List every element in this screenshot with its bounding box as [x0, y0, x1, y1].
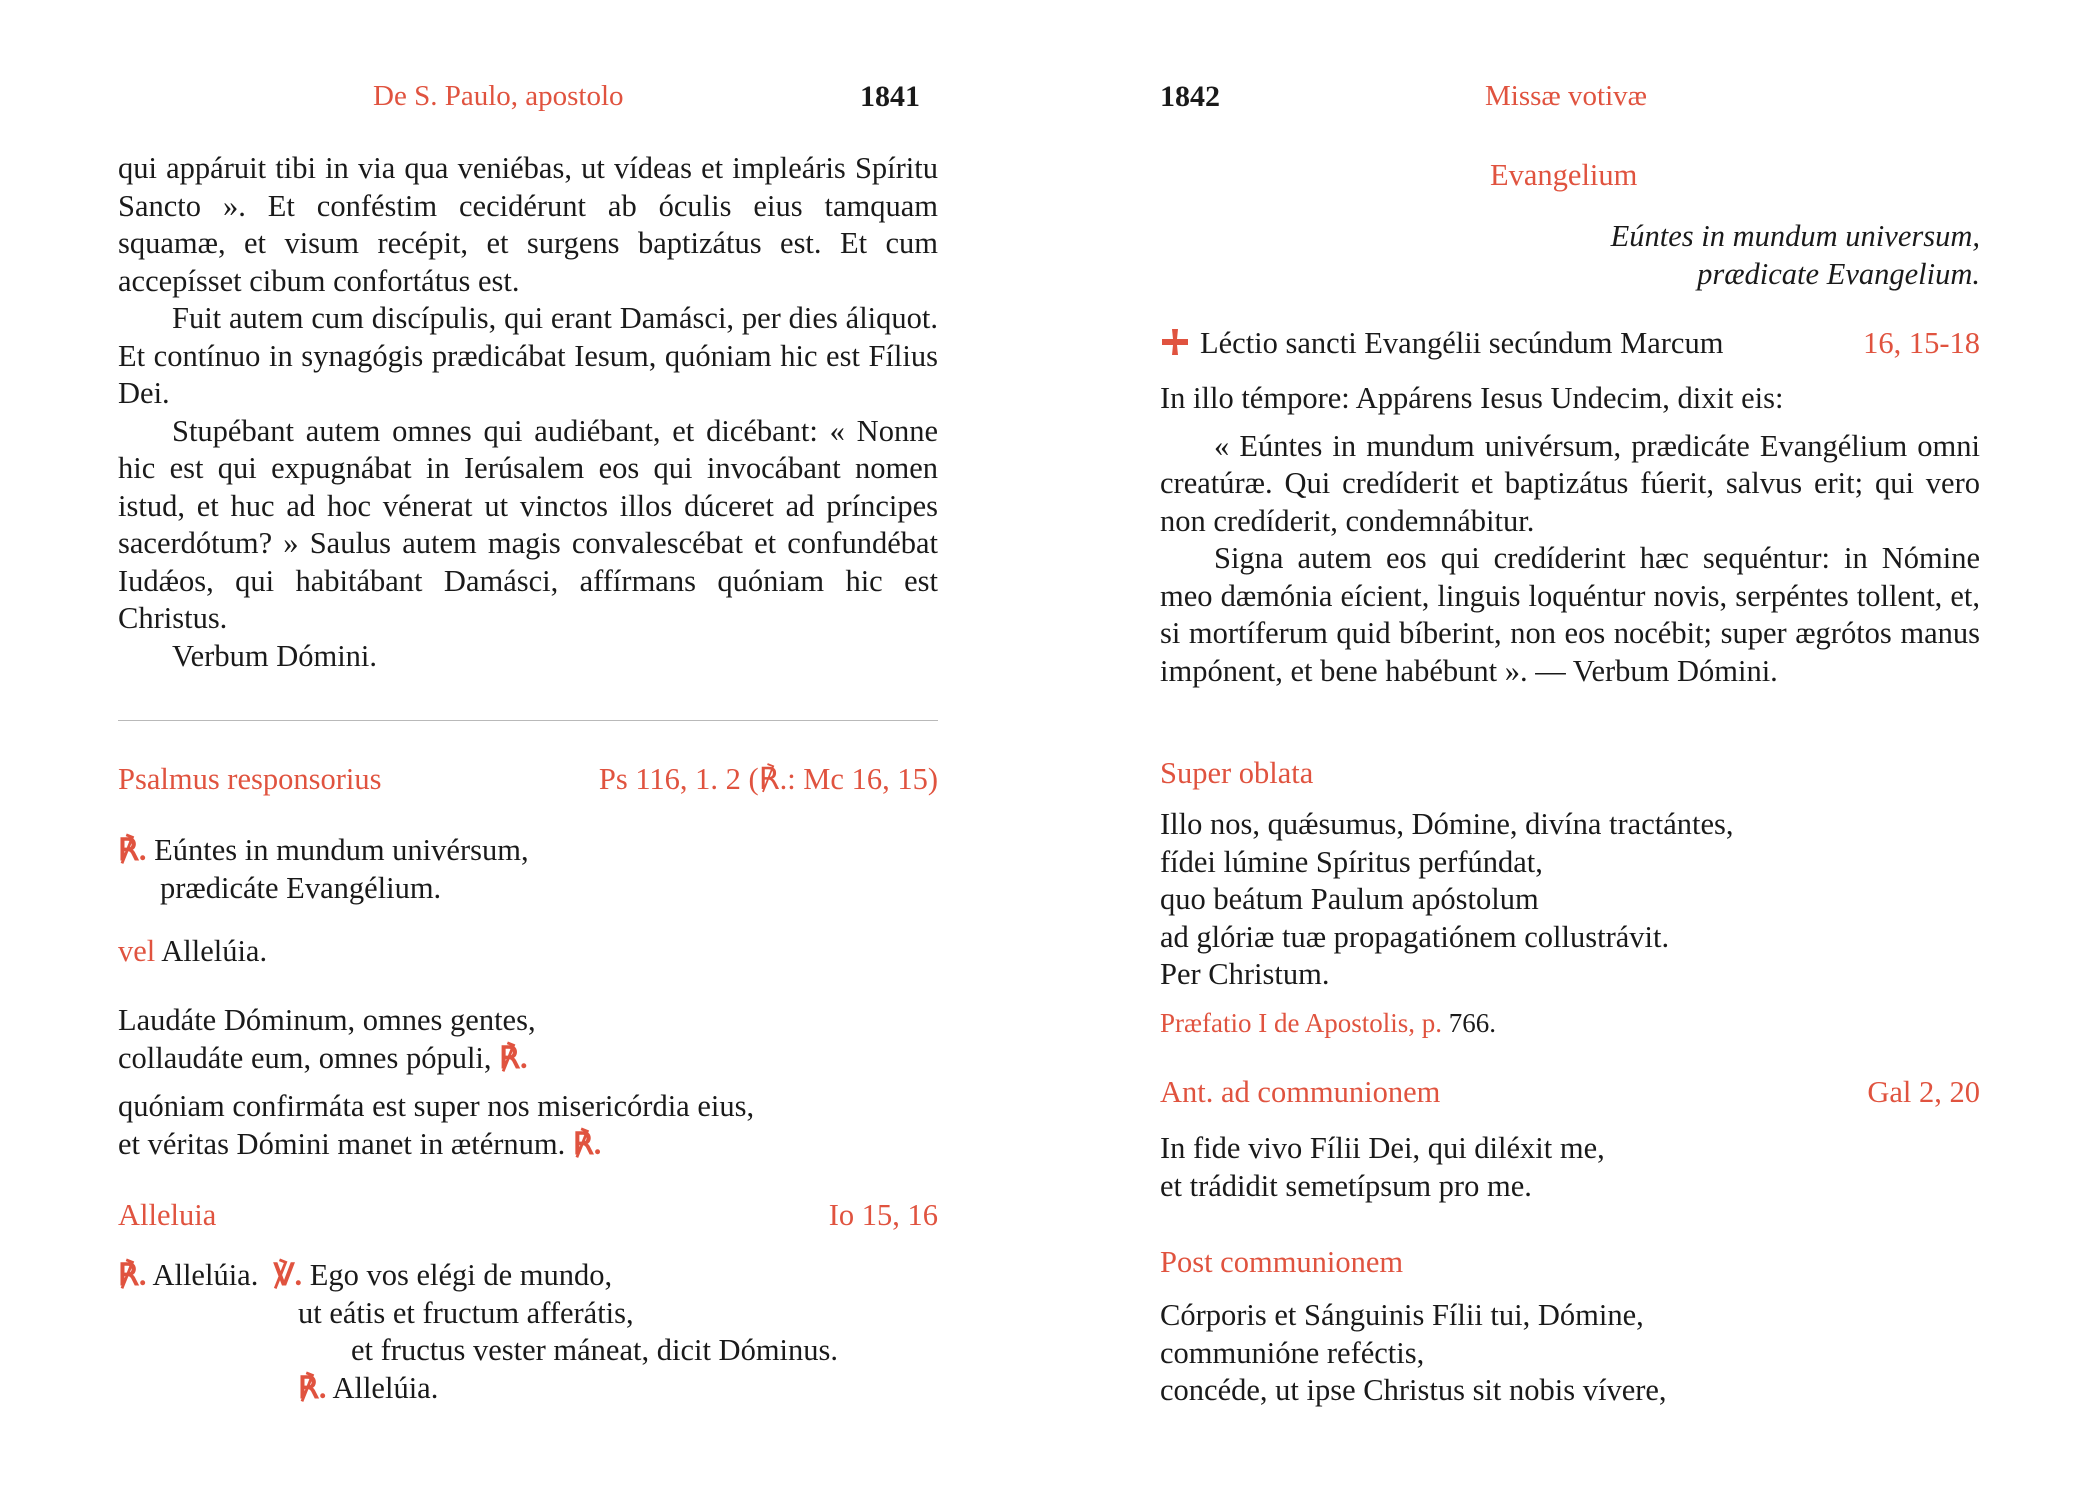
- prayer-line: Illo nos, quǽsumus, Dómine, divína tractántes,: [1160, 807, 1734, 841]
- prayer-line: concéde, ut ipse Christus sit nobis vívere,: [1160, 1373, 1667, 1407]
- psalm-stanza-1: [118, 1002, 938, 1077]
- gospel-intro: In illo témpore: Appárens Iesus Undecim, dixit eis:: [1160, 381, 1784, 415]
- verse-icon: ℣.: [273, 1258, 303, 1292]
- page-number: 1841: [860, 80, 920, 113]
- gospel-paragraph: Signa autem eos qui credíderint hæc sequéntur: in Nómine meo dæmónia eícient, linguis loquéntur novis, serpéntes tollent, et, si mortíferum quid bíberint, non eos nocébit; super ægrótos manus impónent, et bene habébunt ». — Verbum Dómini.: [1160, 541, 1980, 688]
- psalm-stanza-2: [118, 1088, 938, 1163]
- preface-page: 766.: [1448, 1008, 1496, 1038]
- preface-reference: [1160, 1008, 1980, 1039]
- response-text-2: prædicáte Evangélium.: [160, 870, 442, 905]
- alleluia-verse-line: Ego vos elégi de mundo,: [309, 1258, 613, 1292]
- psalm-heading: Psalmus responsorius: [118, 762, 382, 796]
- left-page-header: [118, 80, 938, 120]
- response-text: Eúntes in mundum univérsum,: [154, 833, 529, 867]
- psalm-reference: Ps 116, 1. 2 (℟.: Mc 16, 15): [598, 762, 938, 796]
- prayer-line: quo beátum Paulum apóstolum: [1160, 882, 1539, 916]
- section-divider: [118, 720, 938, 721]
- prayer-line: Córporis et Sánguinis Fílii tui, Dómine,: [1160, 1298, 1644, 1332]
- post-communion-prayer: [1160, 1297, 1980, 1410]
- prayer-line: ad glóriæ tuæ propagatiónem collustrávit.: [1160, 919, 1670, 954]
- stanza-line: collaudáte eum, omnes pópuli,: [118, 1040, 492, 1075]
- alleluia-heading: Alleluia: [118, 1198, 217, 1232]
- post-communion-heading: Post communionem: [1160, 1245, 1404, 1279]
- communion-heading-row: [1160, 1075, 1980, 1110]
- gospel-heading: Evangelium: [1490, 158, 1638, 192]
- alleluia-heading-row: [118, 1198, 938, 1233]
- psalm-response: [118, 832, 938, 907]
- reading-close: Verbum Dómini.: [172, 638, 378, 673]
- stanza-line: Laudáte Dóminum, omnes gentes,: [118, 1003, 536, 1037]
- response-icon: ℟.: [499, 1040, 528, 1075]
- page-number: 1842: [1160, 80, 1220, 113]
- gospel-text: [1160, 380, 1980, 690]
- running-head: De S. Paulo, apostolo: [373, 80, 624, 112]
- alleluia-verse-line: ut eátis et fructum afferátis,: [298, 1295, 634, 1330]
- communion-line: In fide vivo Fílii Dei, qui diléxit me,: [1160, 1131, 1605, 1165]
- prayer-line: fídei lúmine Spíritus perfúndat,: [1160, 844, 1543, 879]
- stanza-line: et véritas Dómini manet in ætérnum.: [118, 1126, 566, 1161]
- gospel-title-row: [1160, 326, 1980, 365]
- preface-label: Præfatio I de Apostolis, p.: [1160, 1008, 1442, 1038]
- right-page: [1160, 0, 1980, 1500]
- cross-icon: [1160, 327, 1190, 365]
- reading-paragraph: Fuit autem cum discípulis, qui erant Damásci, per dies áliquot. Et contínuo in synagógis prædicábat Iesum, quóniam hic est Fílius Dei.: [118, 301, 938, 410]
- alt-response: [118, 933, 938, 971]
- antiphon-line: Eúntes in mundum universum,: [1610, 219, 1980, 253]
- alt-response-text: Allelúia.: [161, 934, 268, 968]
- right-page-header: [1160, 80, 1980, 120]
- communion-antiphon: [1160, 1130, 1980, 1205]
- response-icon: ℟.: [572, 1126, 602, 1161]
- alleluia-verse-line: et fructus vester máneat, dicit Dóminus.: [351, 1333, 839, 1367]
- vel-rubric: vel: [118, 934, 156, 968]
- alleluia-reference: Io 15, 16: [828, 1198, 938, 1232]
- response-icon: ℟.: [298, 1370, 327, 1405]
- reading-continued: [118, 150, 938, 675]
- reading-paragraph: qui appáruit tibi in via qua veniébas, ut vídeas et impleáris Spíritu Sancto ». Et conféstim cecidérunt ab óculis eius tamquam squamæ, et visum recépit, et surgens baptizátus est. Et cum accepísset cibum confortátus est.: [118, 151, 938, 298]
- gospel-title: Léctio sancti Evangélii secúndum Marcum: [1200, 326, 1724, 360]
- gospel-antiphon: [1160, 218, 1980, 293]
- stanza-line: quóniam confirmáta est super nos misericórdia eius,: [118, 1089, 755, 1123]
- gospel-reference: 16, 15-18: [1863, 326, 1980, 360]
- gospel-paragraph: « Eúntes in mundum univérsum, prædicáte Evangélium omni creatúræ. Qui credíderit et baptizátus fúerit, salvus erit; qui vero non credíderit, condemnábitur.: [1160, 428, 1980, 538]
- reading-paragraph: Stupébant autem omnes qui audiébant, et dicébant: « Nonne hic est qui expugnábat in Ierúsalem eos qui invocábant nomen istud, et huc ad hoc vénerat ut vinctos illos dúceret ad príncipes sacerdótum? » Saulus autem magis convalescébat et confundébat Iudǽos, qui habitábant Damásci, affírmans quóniam hic est Christus.: [118, 413, 938, 635]
- communion-heading: Ant. ad communionem: [1160, 1075, 1441, 1109]
- communion-reference: Gal 2, 20: [1867, 1075, 1980, 1109]
- response-icon: ℟.: [118, 833, 147, 867]
- alleluia-verse: [118, 1257, 938, 1407]
- prayer-line: Per Christum.: [1160, 957, 1330, 991]
- communion-line: et trádidit semetípsum pro me.: [1160, 1168, 1532, 1203]
- super-oblata-prayer: [1160, 806, 1980, 994]
- left-page: [118, 0, 938, 1500]
- response-icon: ℟.: [118, 1258, 147, 1292]
- psalm-heading-row: [118, 762, 938, 797]
- alleluia-response: Allelúia.: [332, 1370, 439, 1405]
- alleluia-response: Allelúia.: [152, 1258, 259, 1292]
- running-head: Missæ votivæ: [1485, 80, 1647, 112]
- super-oblata-heading: Super oblata: [1160, 756, 1314, 790]
- antiphon-line: prædicate Evangelium.: [1697, 256, 1980, 291]
- prayer-line: communióne reféctis,: [1160, 1335, 1425, 1370]
